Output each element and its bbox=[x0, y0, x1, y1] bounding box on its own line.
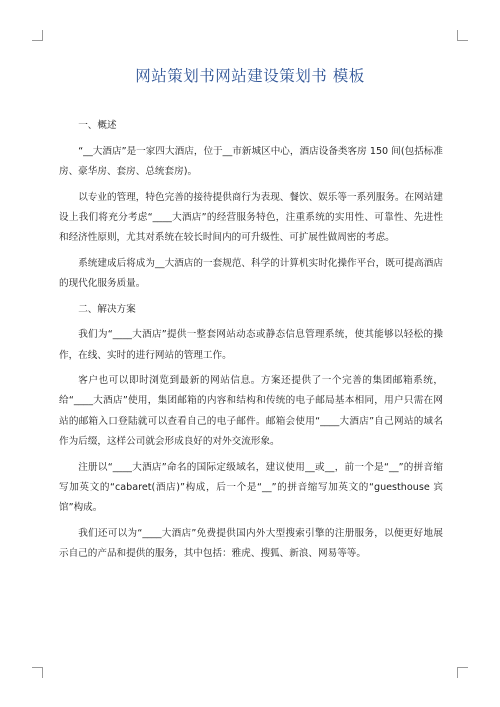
paragraph-system-goal: 系统建成后将成为__大酒店的一套规范、科学的计算机实时化操作平台，既可提高酒店的现代化服务质量。 bbox=[59, 257, 443, 289]
paragraph-management-features: 以专业的管理，特色完善的接待提供商行为表现、餐饮、娱乐等一系列服务。在网站建设上我们将充分考虑“____大酒店”的经营服务特色，注重系统的实用性、可靠性、先进性和经济性原则，尤其对系统在较长时间内的可升级性、可扩展性做周密的考虑。 bbox=[59, 191, 443, 244]
crop-mark-top-right bbox=[457, 30, 468, 41]
crop-mark-bottom-left bbox=[32, 667, 43, 678]
paragraph-cms-solution: 我们为“____大酒店”提供一整套网站动态或静态信息管理系统，使其能够以轻松的操作，在线、实时的进行网站的管理工作。 bbox=[59, 329, 443, 361]
paragraph-domain-registration: 注册以“____大酒店”命名的国际定级域名，建议使用__或__，前一个是“__”的拼音缩写加英文的“cabaret(酒店)”构成，后一个是“__”的拼音缩写加英文的“guesthouse 宾馆”构成。 bbox=[59, 461, 443, 513]
document-body bbox=[59, 116, 443, 570]
document-title: 网站策划书网站建设策划书 模板 bbox=[135, 67, 365, 85]
section-heading-overview: 一、概述 bbox=[78, 120, 117, 131]
crop-mark-bottom-right bbox=[457, 667, 468, 678]
paragraph-mail-system: 客户也可以即时浏览到最新的网站信息。方案还提供了一个完善的集团邮箱系统，给“____大酒店”使用，集团邮箱的内容和结构和传统的电子邮局基本相同，用户只需在网站的邮箱入口登陆就可以查看自己的电子邮件。邮箱会使用“____大酒店”自己网站的域名作为后缀，这样公司就会形成良好的对外交流形象。 bbox=[59, 375, 443, 447]
crop-mark-top-left bbox=[32, 30, 43, 41]
paragraph-search-engine: 我们还可以为“____大酒店”免费提供国内外大型搜索引擎的注册服务，以便更好地展示自己的产品和提供的服务，其中包括：雅虎、搜狐、新浪、网易等等。 bbox=[59, 527, 443, 559]
section-heading-solution: 二、解决方案 bbox=[78, 303, 136, 315]
paragraph-hotel-intro: “__大酒店”是一家四大酒店，位于__市新城区中心，酒店设备类客房 150 间(包括标准房、豪华房、套房、总统套房)。 bbox=[59, 145, 443, 177]
